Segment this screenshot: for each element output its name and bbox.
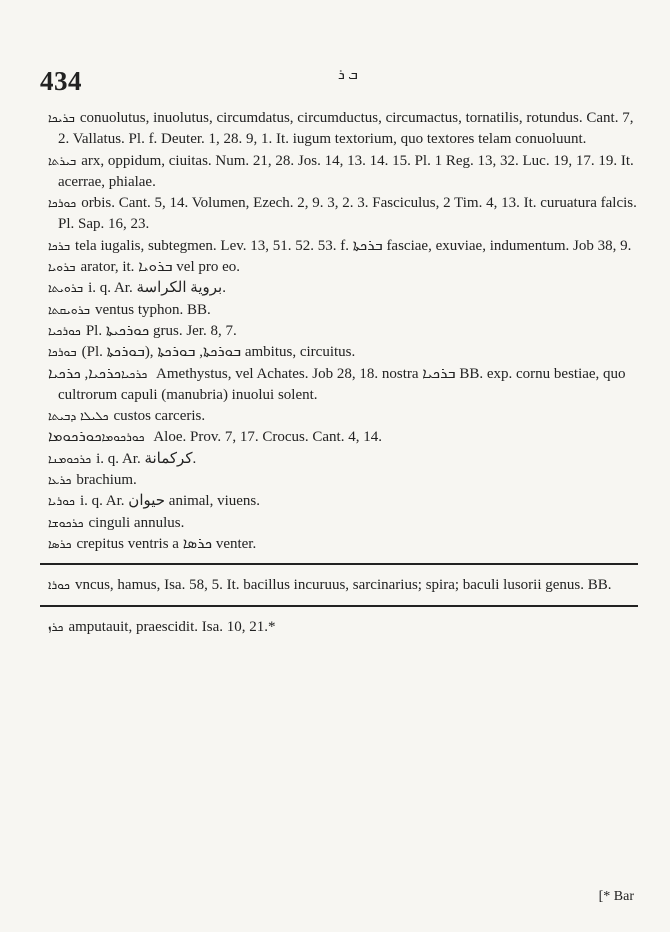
entry-definition: tela iugalis, subtegmen. Lev. 13, 51. 52. 53. f. ܒܪܟܬܐ fasciae, exuviae, indumentum. Job 38, 9. [75,237,632,254]
catchword: [* Bar [598,889,634,904]
dictionary-entry [48,236,638,257]
syriac-headword: ܒܝܪܬܐ [48,153,77,168]
dictionary-entry [48,321,638,342]
dictionary-entry [48,513,638,534]
entry-definition: orbis. Cant. 5, 14. Volumen, Ezech. 2, 9. 3, 2. 3. Fasciculus, 2 Tim. 4, 13. It. curuatura falcis. Pl. Sap. 16, 23. [58,195,637,233]
dictionary-entry [48,342,638,363]
syriac-headword: ܟܘܪܐ [48,578,70,593]
dictionary-entry [48,151,638,194]
dictionary-entry [48,427,638,448]
syriac-headword: ܟܘܪܝܐ [48,494,75,509]
dictionary-entry [48,406,638,427]
syriac-headword: ܟܪܟܘܡܢܐ [48,451,92,466]
dictionary-entry [48,470,638,491]
syriac-headword: ܟܪܣܐ [48,536,72,551]
entry-definition: i. q. Ar. ﻛﺮﻛﻤﺎﻧﺔ. [96,450,197,467]
dictionary-entry [48,449,638,470]
dictionary-entry [48,491,638,512]
syriac-headword: ܒܘܪܟܐ [48,345,77,360]
entry-definition: Pl. ܟܘܪܟܝܬܐ grus. Jer. 8, 7. [85,322,237,339]
dictionary-entry [48,108,638,151]
syriac-headword: ܟܪܟܝܐ [121,366,148,381]
entry-definition: arator, it. ܒܪܘܝܐ vel pro eo. [80,259,241,276]
syriac-headword: ܟܪܥܐ [48,473,72,488]
entry-definition: amputauit, praescidit. Isa. 10, 21.* [68,618,276,635]
entry-definition: brachium. [76,472,137,489]
syriac-headword: ܒܪܝܟܐ [48,111,75,125]
page-number: 434 [40,66,82,96]
entry-definition: i. q. Ar. ﺑﺮﻭﻳﺔ ﺍﻟﻜﺮﺍﺳﺔ. [88,280,226,297]
dictionary-entry [48,257,638,278]
dictionary-entry [48,300,638,321]
entry-definition: arx, oppidum, ciuitas. Num. 21, 28. Jos. 14, 13. 14. 15. Pl. 1 Reg. 13, 32. Luc. 19, 17. 19. It. acerrae, phialae. [58,152,634,190]
entry-definition: i. q. Ar. ﺣﻴﻮﺍﻥ animal, viuens. [79,493,261,510]
syriac-headword: ܟܘܪܟܝܐ [48,323,81,338]
entry-definition: vncus, hamus, Isa. 58, 5. It. bacillus incuruus, sarcinarius; spira; baculi lusorii genus. BB. [74,577,612,594]
syriac-headword: ܟܪܟܘܫܐ [48,515,84,530]
syriac-headword: ܟܪܙ [48,619,64,634]
entry-definition: cinguli annulus. [88,514,185,531]
entry-definition: conuolutus, inuolutus, circumdatus, circumductus, circumactus, tornatilis, rotundus. Cant. 7, 2. Vallatus. Pl. f. Deuter. 1, 28. 9, 1. It. iugum textorium, quo textores telam conuoluunt. [58,110,634,148]
entry-definition: ܟܪܟܝܐ, ܟܪܟܝܐ Amethystus, vel Achates. Job 28, 18. nostra ܒܪܟܝܐ BB. exp. cornu bestiae, quo cultrorum capuli (manubria) inuolui solent. [48,365,626,403]
dictionary-entry [48,617,638,638]
syriac-headword: ܟܠܝܠܐ ܕܒܝܬܐ [48,409,109,424]
entry-definition: ventus typhon. BB. [94,301,211,318]
syriac-headword: ܒܪܘܝܬܐ [48,281,84,296]
running-head: ܒ ܪ [338,68,358,83]
section-divider [40,605,638,607]
syriac-headword: ܟܘܪܟܘܡܐ [101,430,145,445]
entry-definition: (Pl. ܒܘܪܟܬܐ), ܒܘܪܟܬܐ, ܒܘܪܟܬܐ ambitus, circuitus. [81,344,356,361]
entry-definition: crepitus ventris a ܟܪܣܐ venter. [76,535,257,552]
entry-definition: ܟܘܪܟܘܡܐ Aloe. Prov. 7, 17. Crocus. Cant. 4, 14. [48,429,382,446]
entry-definition: custos carceris. [113,408,206,425]
syriac-headword: ܒܪܟܐ [48,238,71,253]
dictionary-entry [48,364,638,407]
syriac-headword: ܒܪܘܝܐ [48,260,76,275]
dictionary-entry [48,193,638,236]
dictionary-entries [48,108,638,638]
syriac-headword: ܟܘܪܟܐ [48,196,77,211]
section-divider [40,563,638,565]
dictionary-entry [48,534,638,555]
syriac-headword: ܒܪܘܝܩܬܐ [48,302,90,317]
dictionary-entry [48,278,638,299]
dictionary-entry [48,575,638,596]
